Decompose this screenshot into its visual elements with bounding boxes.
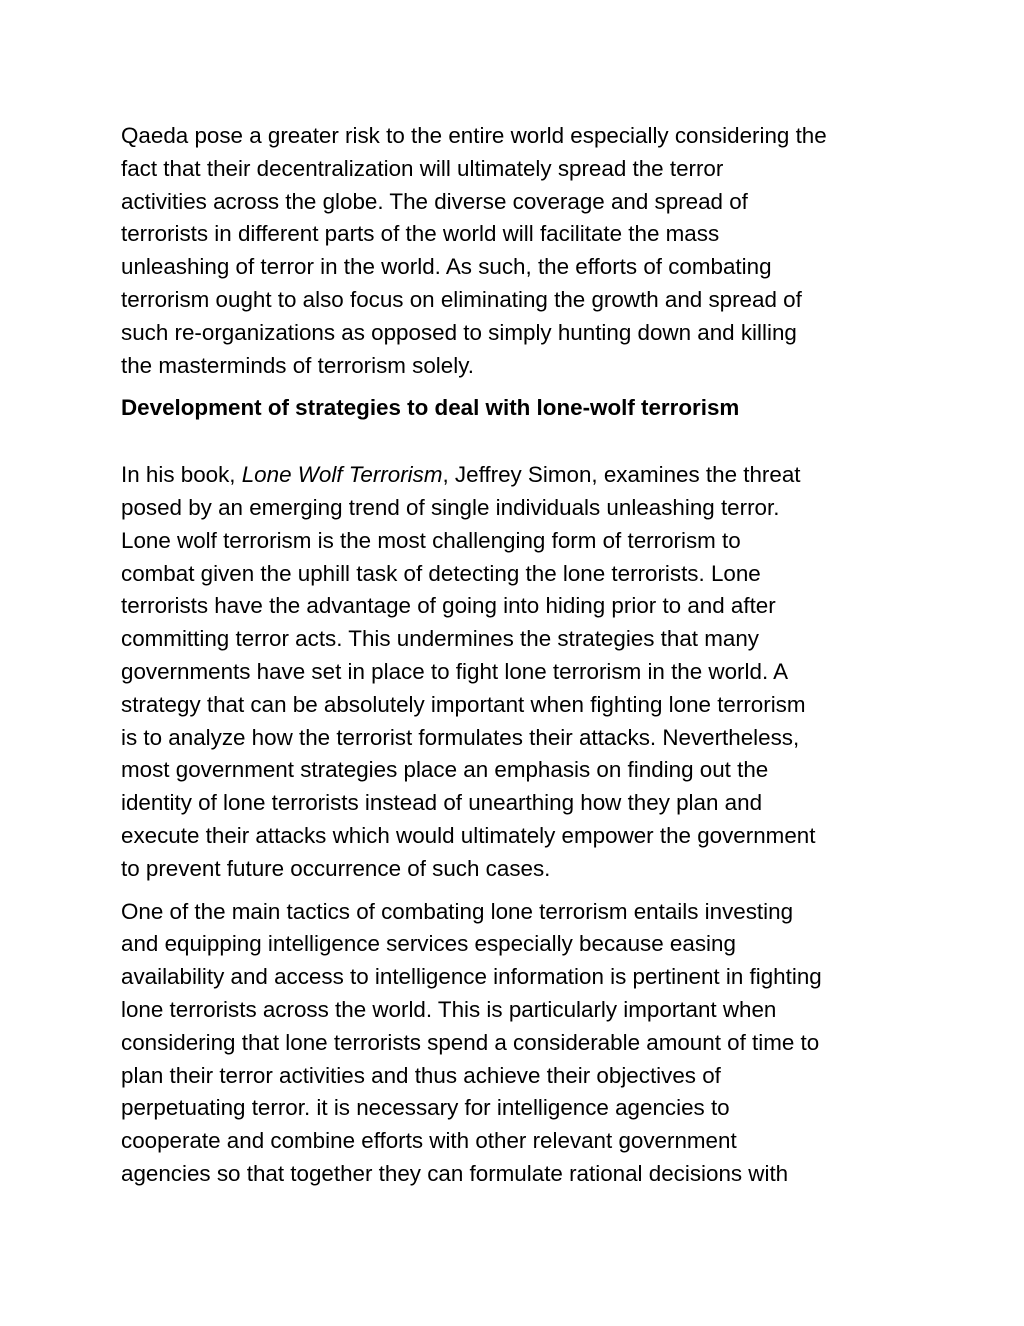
text-line: most government strategies place an emphasis on finding out the xyxy=(121,757,769,783)
document-body xyxy=(121,120,911,1191)
text-line: identity of lone terrorists instead of unearthing how they plan and xyxy=(121,790,763,816)
text-line: to prevent future occurrence of such cases. xyxy=(121,855,551,881)
text-segment: In his book, xyxy=(121,462,242,488)
text-line: unleashing of terror in the world. As such, the efforts of combating xyxy=(121,254,772,280)
text-line: activities across the globe. The diverse coverage and spread of xyxy=(121,188,748,214)
text-segment: , Jeffrey Simon, examines the threat xyxy=(442,462,801,488)
text-line: execute their attacks which would ultimately empower the government xyxy=(121,822,816,848)
paragraph-spacer xyxy=(121,382,911,392)
heading-spacer xyxy=(121,425,911,459)
text-line: terrorists in different parts of the world will facilitate the mass xyxy=(121,221,720,247)
text-line: fact that their decentralization will ultimately spread the terror xyxy=(121,155,724,181)
text-line: terrorists have the advantage of going into hiding prior to and after xyxy=(121,593,776,619)
text-line: the masterminds of terrorism solely. xyxy=(121,352,474,378)
paragraph-1 xyxy=(121,120,911,382)
text-line: plan their terror activities and thus achieve their objectives of xyxy=(121,1062,721,1088)
book-title: Lone Wolf Terrorism xyxy=(241,462,443,488)
text-line: posed by an emerging trend of single individuals unleashing terror. xyxy=(121,494,780,520)
text-line: and equipping intelligence services especially because easing xyxy=(121,931,736,957)
text-line: One of the main tactics of combating lone terrorism entails investing xyxy=(121,898,794,924)
text-line: combat given the uphill task of detecting the lone terrorists. Lone xyxy=(121,560,761,586)
text-line: terrorism ought to also focus on eliminating the growth and spread of xyxy=(121,286,802,312)
paragraph-3 xyxy=(121,896,911,1191)
paragraph-2 xyxy=(121,459,911,885)
text-line: perpetuating terror. it is necessary for intelligence agencies to xyxy=(121,1095,730,1121)
text-line: considering that lone terrorists spend a considerable amount of time to xyxy=(121,1029,820,1055)
text-line: governments have set in place to fight lone terrorism in the world. A xyxy=(121,658,789,684)
text-line: availability and access to intelligence information is pertinent in fighting xyxy=(121,964,822,990)
text-line: lone terrorists across the world. This is particularly important when xyxy=(121,996,777,1022)
section-heading: Development of strategies to deal with lone-wolf terrorism xyxy=(121,395,740,421)
text-line: strategy that can be absolutely important when fighting lone terrorism xyxy=(121,691,806,717)
text-line xyxy=(121,459,911,492)
text-line: committing terror acts. This undermines the strategies that many xyxy=(121,626,759,652)
text-line: agencies so that together they can formulate rational decisions with xyxy=(121,1160,789,1186)
text-line: Lone wolf terrorism is the most challenging form of terrorism to xyxy=(121,527,741,553)
text-line: such re-organizations as opposed to simply hunting down and killing xyxy=(121,319,797,345)
text-line: Qaeda pose a greater risk to the entire world especially considering the xyxy=(121,123,827,148)
paragraph-spacer xyxy=(121,886,911,896)
text-line: is to analyze how the terrorist formulates their attacks. Nevertheless, xyxy=(121,724,800,750)
text-line: cooperate and combine efforts with other relevant government xyxy=(121,1128,737,1154)
